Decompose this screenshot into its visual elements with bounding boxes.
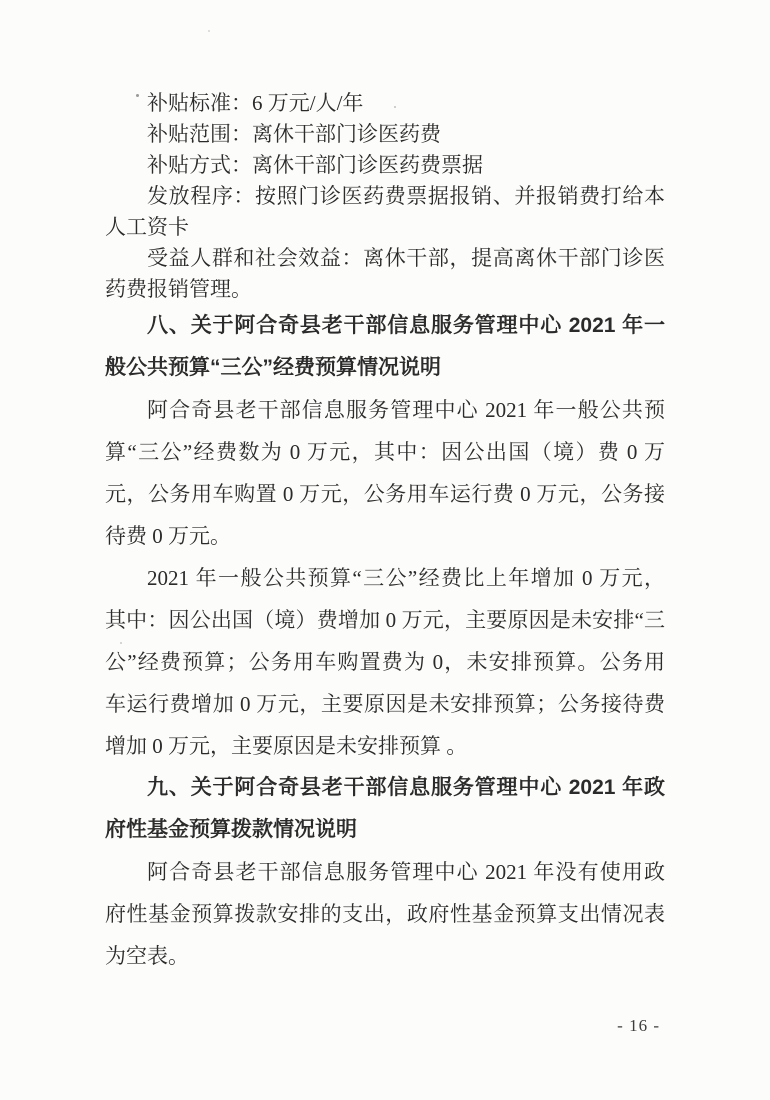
text-line: 2021 年一般公共预算“三公”经费比上年增加 0 万元， (147, 566, 665, 590)
page-number: - 16 - (617, 1016, 660, 1035)
text-line: 为空表。 (105, 944, 189, 968)
text-line: 发放程序：按照门诊医药费票据报销、并报销费打给本 (147, 184, 665, 208)
document-body (105, 88, 665, 977)
text-line: 其中：因公出国（境）费增加 0 万元，主要原因是未安排“三 (105, 608, 665, 632)
text-line: 药费报销管理。 (105, 277, 252, 301)
text-line: 待费 0 万元。 (105, 524, 231, 548)
block-heading (105, 305, 665, 389)
text-line: 府性基金预算拨款情况说明 (105, 818, 357, 841)
text-line: 阿合奇县老干部信息服务管理中心 2021 年没有使用政 (147, 860, 665, 884)
text-line: 车运行费增加 0 万元，主要原因是未安排预算；公务接待费 (105, 692, 665, 716)
text-line: 补贴标准：6 万元/人/年 (147, 91, 364, 115)
text-line: 补贴方式：离休干部门诊医药费票据 (147, 153, 483, 177)
text-line: 受益人群和社会效益：离休干部，提高离休干部门诊医 (147, 246, 665, 270)
scan-speckle (208, 30, 210, 32)
block-body (105, 557, 665, 767)
text-line: 人工资卡 (105, 215, 189, 239)
text-line: 般公共预算“三公”经费预算情况说明 (105, 356, 441, 379)
text-line: 元，公务用车购置 0 万元，公务用车运行费 0 万元，公务接 (105, 482, 665, 506)
text-line: 府性基金预算拨款安排的支出，政府性基金预算支出情况表 (105, 902, 665, 926)
block-heading (105, 767, 665, 851)
text-line: 八、关于阿合奇县老干部信息服务管理中心 2021 年一 (147, 314, 665, 337)
block-list (105, 88, 665, 305)
text-line: 增加 0 万元，主要原因是未安排预算 。 (105, 734, 468, 758)
block-body (105, 389, 665, 557)
text-line: 九、关于阿合奇县老干部信息服务管理中心 2021 年政 (147, 776, 665, 799)
text-line: 补贴范围：离休干部门诊医药费 (147, 122, 441, 146)
text-line: 算“三公”经费数为 0 万元，其中：因公出国（境）费 0 万 (105, 440, 665, 464)
text-line: 公”经费预算；公务用车购置费为 0，未安排预算。公务用 (105, 650, 665, 674)
block-body (105, 851, 665, 977)
text-line: 阿合奇县老干部信息服务管理中心 2021 年一般公共预 (147, 398, 665, 422)
